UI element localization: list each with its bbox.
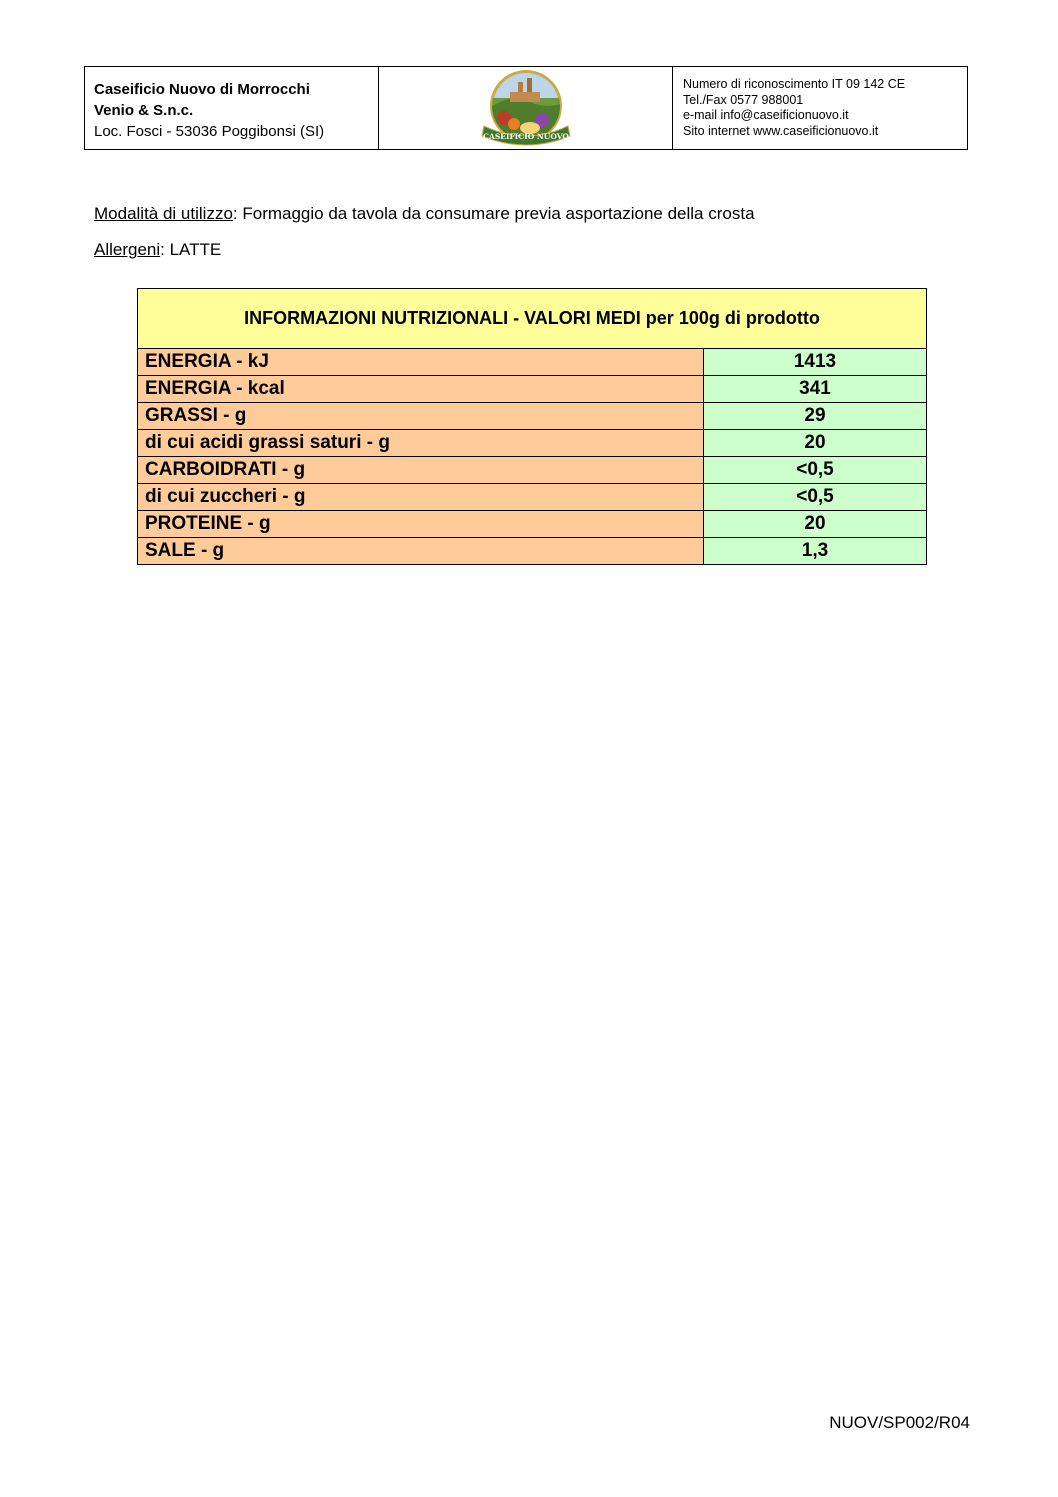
- table-row: [138, 511, 927, 538]
- nutrient-label: SALE - g: [138, 538, 704, 565]
- company-address: Loc. Fosci - 53036 Poggibonsi (SI): [94, 123, 325, 140]
- nutrient-label: CARBOIDRATI - g: [138, 457, 704, 484]
- table-row: [138, 376, 927, 403]
- usage-text: : Formaggio da tavola da consumare previa asportazione della crosta: [232, 204, 755, 223]
- nutrient-value: 29: [704, 403, 927, 430]
- company-name-line1: Caseificio Nuovo di Morrocchi: [94, 81, 310, 98]
- allergens-label: Allergeni: [94, 240, 161, 259]
- table-row: [138, 403, 927, 430]
- nutrient-label: di cui zuccheri - g: [138, 484, 704, 511]
- contact-info: [673, 67, 967, 149]
- table-row: [138, 457, 927, 484]
- nutrition-title: INFORMAZIONI NUTRIZIONALI - VALORI MEDI per 100g di prodotto: [138, 289, 927, 349]
- nutrition-title-row: [138, 289, 927, 349]
- nutrient-value: 341: [704, 376, 927, 403]
- nutrient-label: ENERGIA - kJ: [138, 349, 704, 376]
- table-row: [138, 538, 927, 565]
- nutrient-value: 20: [704, 430, 927, 457]
- usage-label: Modalità di utilizzo: [94, 204, 233, 223]
- nutrient-label: ENERGIA - kcal: [138, 376, 704, 403]
- allergens-text: : LATTE: [160, 240, 222, 259]
- table-row: [138, 484, 927, 511]
- logo-cell: [379, 67, 673, 149]
- nutrient-value: 1,3: [704, 538, 927, 565]
- table-row: [138, 349, 927, 376]
- nutrient-value: <0,5: [704, 484, 927, 511]
- document-header: [84, 66, 968, 150]
- nutrient-value: <0,5: [704, 457, 927, 484]
- nutrient-value: 20: [704, 511, 927, 538]
- usage-line: [94, 204, 755, 224]
- company-info: [85, 67, 379, 149]
- table-row: [138, 430, 927, 457]
- document-reference: NUOV/SP002/R04: [829, 1413, 970, 1432]
- allergens-line: [94, 240, 221, 260]
- nutrition-table: [137, 288, 927, 565]
- company-name-line2: Venio & S.n.c.: [94, 102, 194, 119]
- recognition-number: Numero di riconoscimento IT 09 142 CE: [683, 77, 906, 91]
- email: e-mail info@caseificionuovo.it: [683, 108, 849, 122]
- nutrient-label: PROTEINE - g: [138, 511, 704, 538]
- logo-text: CASEIFICIO NUOVO: [482, 132, 569, 141]
- nutrient-value: 1413: [704, 349, 927, 376]
- phone-fax: Tel./Fax 0577 988001: [683, 92, 804, 107]
- nutrient-label: GRASSI - g: [138, 403, 704, 430]
- nutrient-label: di cui acidi grassi saturi - g: [138, 430, 704, 457]
- caseificio-logo: [480, 68, 572, 148]
- website: Sito internet www.caseificionuovo.it: [683, 123, 879, 138]
